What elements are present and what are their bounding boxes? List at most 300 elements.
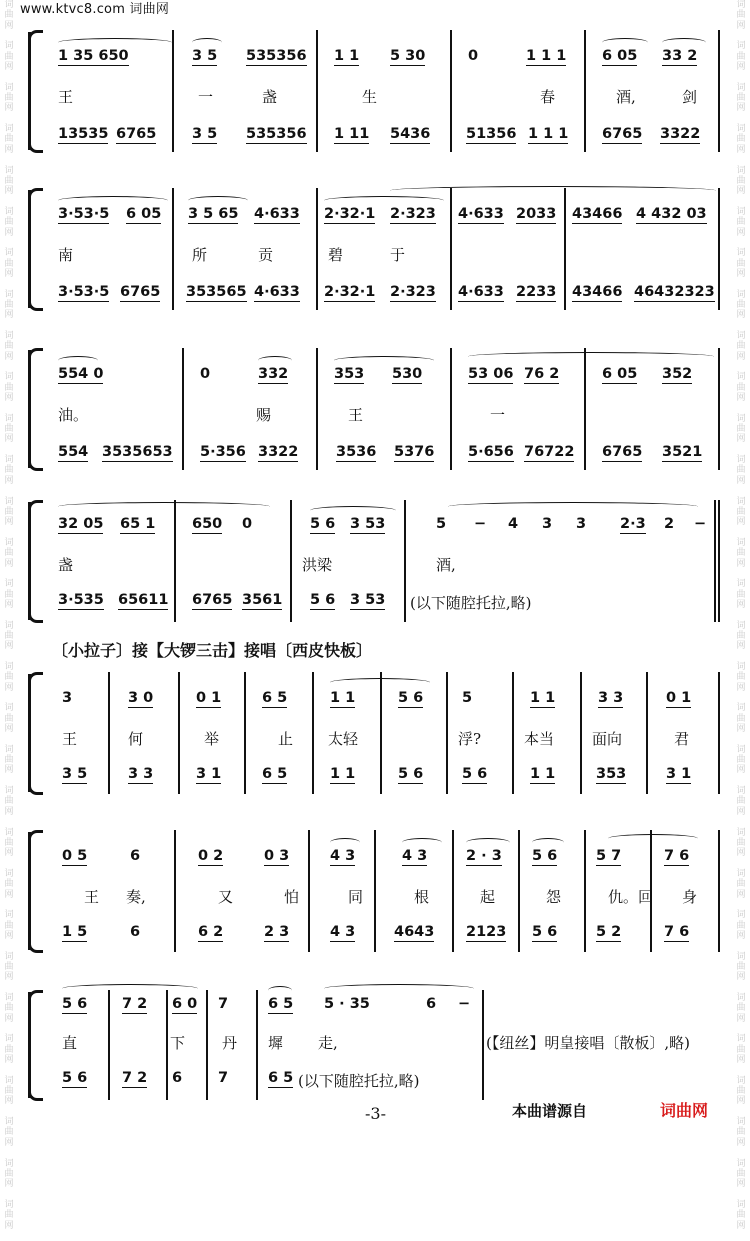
voice-note: 6 [426, 996, 437, 1012]
watermark-char: 词 [736, 82, 746, 93]
watermark-left [0, 0, 18, 1231]
voice-note: 6 05 [126, 206, 162, 222]
watermark-char: 词 [4, 1075, 14, 1086]
watermark-char: 词 [736, 455, 746, 466]
lyric-char: 走, [318, 1034, 338, 1052]
voice-note: 0 1 [196, 690, 222, 706]
watermark-char: 曲 [4, 424, 14, 435]
watermark-char: 曲 [4, 589, 14, 600]
accomp-note: 2 3 [264, 924, 290, 940]
voice-note: 5 6 [398, 690, 424, 706]
watermark-char: 网 [736, 641, 746, 652]
page-number: -3- [365, 1104, 386, 1123]
lyric-char: 何 [128, 730, 144, 748]
watermark-char: 曲 [736, 134, 746, 145]
watermark-char: 曲 [4, 93, 14, 104]
accomp-note: 535356 [246, 126, 307, 142]
watermark-char: 网 [4, 1096, 14, 1107]
voice-note: 0 [200, 366, 211, 382]
accomp-note: 1 5 [62, 924, 88, 940]
watermark-char: 网 [4, 310, 14, 321]
voice-line [28, 848, 720, 872]
watermark-char: 词 [4, 455, 14, 466]
voice-note: 7 6 [664, 848, 690, 864]
watermark-char: 网 [4, 558, 14, 569]
accomp-note: 3 1 [196, 766, 222, 782]
voice-note: − [694, 516, 707, 532]
voice-note: 53 06 [468, 366, 514, 382]
voice-note: 7 2 [122, 996, 148, 1012]
voice-note: 65 1 [120, 516, 156, 532]
watermark-char: 词 [736, 1075, 746, 1086]
voice-note: 4 3 [402, 848, 428, 864]
score-system-7 [28, 990, 720, 1100]
accomp-note: 6765 [192, 592, 233, 608]
section-heading: 〔小拉子〕接【大锣三击】接唱〔西皮快板〕 [52, 641, 373, 660]
watermark-char: 词 [4, 786, 14, 797]
accomp-note: 2·323 [390, 284, 436, 300]
voice-note: 530 [392, 366, 423, 382]
site-name: 词曲网 [129, 2, 170, 17]
lyric-char: 怕 [284, 888, 300, 906]
watermark-char: 网 [4, 393, 14, 404]
lyric-char: 墀 [268, 1034, 284, 1052]
accomp-line [28, 1070, 720, 1094]
accomp-note: 1 1 1 [528, 126, 569, 142]
accomp-note: 5 6 [62, 1070, 88, 1086]
voice-note: 4 432 03 [636, 206, 707, 222]
watermark-char: 词 [736, 289, 746, 300]
watermark-char: 词 [736, 827, 746, 838]
accomp-note: 1 1 [330, 766, 356, 782]
watermark-char: 词 [736, 496, 746, 507]
watermark-char: 曲 [736, 1003, 746, 1014]
voice-note: 332 [258, 366, 289, 382]
watermark-char: 网 [736, 517, 746, 528]
watermark-char: 曲 [4, 341, 14, 352]
voice-note: 4·633 [254, 206, 300, 222]
watermark-char: 词 [736, 1199, 746, 1210]
voice-note: 1 1 [330, 690, 356, 706]
voice-note: 32 05 [58, 516, 104, 532]
watermark-char: 网 [736, 268, 746, 279]
voice-note: 535356 [246, 48, 307, 64]
voice-note: 1 35 650 [58, 48, 129, 64]
watermark-char: 词 [736, 124, 746, 135]
watermark-char: 网 [736, 806, 746, 817]
watermark-char: 曲 [4, 1044, 14, 1055]
voice-note: 0 2 [198, 848, 224, 864]
accomp-note: 3 5 [62, 766, 88, 782]
watermark-char: 曲 [4, 175, 14, 186]
voice-note: − [474, 516, 487, 532]
accomp-note: 7 6 [664, 924, 690, 940]
accomp-note: 3561 [242, 592, 283, 608]
brand-logo-link[interactable]: 词曲网 [660, 1101, 709, 1120]
lyric-char: 盏 [58, 556, 74, 574]
accomp-note: 3 1 [666, 766, 692, 782]
watermark-char: 曲 [4, 837, 14, 848]
watermark-char: 词 [736, 993, 746, 1003]
watermark-char: 词 [4, 82, 14, 93]
watermark-char: 网 [736, 103, 746, 114]
watermark-char: 网 [736, 930, 746, 941]
watermark-char: 词 [4, 868, 14, 879]
watermark-char: 网 [4, 848, 14, 859]
accomp-note: 13535 [58, 126, 109, 142]
lyric-char: 举 [204, 730, 220, 748]
lyric-char: 止 [278, 730, 294, 748]
voice-note: 650 [192, 516, 223, 532]
watermark-char: 词 [4, 41, 14, 52]
watermark-char: 词 [736, 165, 746, 176]
score-system-3 [28, 348, 720, 470]
watermark-char: 网 [4, 972, 14, 983]
accomp-note: 4·633 [458, 284, 504, 300]
watermark-char: 词 [4, 331, 14, 341]
accomp-note: 6 [130, 924, 141, 940]
watermark-char: 词 [736, 868, 746, 879]
watermark-char: 网 [4, 351, 14, 362]
watermark-char: 网 [736, 1179, 746, 1190]
lyric-char: 剑 [682, 88, 698, 106]
lyric-char: 身 [682, 888, 698, 906]
lyric-char: 洪梁 [302, 556, 333, 574]
accomp-note: 4643 [394, 924, 435, 940]
watermark-char: 网 [736, 889, 746, 900]
voice-note: 3·53·5 [58, 206, 110, 222]
voice-note: 5 7 [596, 848, 622, 864]
accomp-note: 1 1 [530, 766, 556, 782]
accomp-note: 6765 [116, 126, 157, 142]
voice-note: 0 [468, 48, 479, 64]
watermark-char: 网 [4, 724, 14, 735]
voice-note: 2033 [516, 206, 557, 222]
voice-note: 6 5 [262, 690, 288, 706]
accomp-note: 7 2 [122, 1070, 148, 1086]
lyric-char: 所 [192, 246, 208, 264]
accomp-note: 7 [218, 1070, 229, 1086]
lyric-char: 怨 [546, 888, 562, 906]
lyric-line [28, 244, 720, 268]
lyric-char: 贡 [258, 246, 274, 264]
watermark-char: 词 [4, 124, 14, 135]
lyric-char: 丹 [222, 1034, 238, 1052]
watermark-char: 词 [4, 496, 14, 507]
watermark-char: 网 [736, 227, 746, 238]
lyric-char: 春 [540, 88, 556, 106]
watermark-char: 词 [736, 786, 746, 797]
watermark-char: 曲 [736, 755, 746, 766]
accomp-line [28, 924, 720, 948]
voice-note: 5 6 [310, 516, 336, 532]
voice-note: 1 1 [334, 48, 360, 64]
voice-note: 3 53 [350, 516, 386, 532]
watermark-char: 词 [4, 951, 14, 962]
lyric-char: 碧 [328, 246, 344, 264]
voice-note: 3 5 [192, 48, 218, 64]
lyric-line [28, 1032, 720, 1056]
accomp-note: 43466 [572, 284, 623, 300]
watermark-char: 网 [4, 517, 14, 528]
watermark-char: 曲 [4, 755, 14, 766]
accomp-note: 5 6 [310, 592, 336, 608]
watermark-char: 曲 [4, 1127, 14, 1138]
accomp-note: 46432323 [634, 284, 715, 300]
lyric-char: 直 [62, 1034, 78, 1052]
accomp-note: 3 5 [192, 126, 218, 142]
voice-note: 3 [542, 516, 553, 532]
accomp-note: 5 6 [462, 766, 488, 782]
lyric-char: 南 [58, 246, 74, 264]
voice-note: 3 5 65 [188, 206, 239, 222]
watermark-char: 曲 [4, 920, 14, 931]
accomp-note: 5436 [390, 126, 431, 142]
accomp-note: 6765 [120, 284, 161, 300]
accomp-line [28, 126, 720, 150]
watermark-char: 网 [4, 186, 14, 197]
watermark-char: 词 [736, 372, 746, 383]
watermark-char: 曲 [4, 299, 14, 310]
accomp-note: 5 2 [596, 924, 622, 940]
voice-note: 3 0 [128, 690, 154, 706]
voice-note: 6 5 [268, 996, 294, 1012]
lyric-char: 同 [348, 888, 364, 906]
watermark-char: 曲 [736, 1168, 746, 1179]
watermark-char: 词 [4, 703, 14, 714]
accomp-note: 3521 [662, 444, 703, 460]
watermark-char: 曲 [4, 630, 14, 641]
accomp-note: 4 3 [330, 924, 356, 940]
watermark-char: 词 [736, 703, 746, 714]
watermark-char: 词 [736, 744, 746, 755]
accomp-note: 2233 [516, 284, 557, 300]
watermark-char: 曲 [4, 1210, 14, 1221]
watermark-char: 网 [736, 1096, 746, 1107]
accomp-note: 5·656 [468, 444, 514, 460]
accomp-note: 3·53·5 [58, 284, 110, 300]
watermark-char: 网 [4, 62, 14, 73]
watermark-char: 曲 [4, 217, 14, 228]
voice-line [28, 48, 720, 72]
accomp-note: 51356 [466, 126, 517, 142]
voice-note: 353 [334, 366, 365, 382]
lyric-char: 起 [480, 888, 496, 906]
watermark-char: 网 [4, 434, 14, 445]
voice-note: 2·323 [390, 206, 436, 222]
watermark-char: 网 [4, 227, 14, 238]
watermark-char: 曲 [736, 630, 746, 641]
watermark-char: 曲 [736, 879, 746, 890]
voice-note: − [458, 996, 471, 1012]
source-label: 本曲谱源自 [512, 1102, 588, 1120]
lyric-char: 王 [62, 730, 78, 748]
lyric-line [28, 554, 720, 578]
watermark-char: 曲 [4, 51, 14, 62]
watermark-char: 词 [736, 620, 746, 631]
watermark-char: 网 [4, 641, 14, 652]
lyric-char: 一 [198, 88, 214, 106]
watermark-char: 词 [736, 41, 746, 52]
voice-note: 5 · 35 [324, 996, 370, 1012]
watermark-char: 词 [4, 248, 14, 259]
lyric-char: 奏, [126, 888, 146, 906]
voice-note: 33 2 [662, 48, 698, 64]
score-system-4 [28, 500, 720, 622]
lyric-char: 赐 [256, 406, 272, 424]
watermark-char: 网 [736, 599, 746, 610]
voice-note: 4 [508, 516, 519, 532]
watermark-char: 网 [4, 1137, 14, 1148]
watermark-char: 网 [736, 1055, 746, 1066]
watermark-char: 曲 [4, 796, 14, 807]
watermark-char: 词 [4, 620, 14, 631]
accomp-note: 3535653 [102, 444, 173, 460]
watermark-char: 曲 [736, 10, 746, 21]
lyric-line [28, 86, 720, 110]
watermark-char: 曲 [736, 341, 746, 352]
site-url-header[interactable] [20, 0, 169, 17]
accomp-note: 5376 [394, 444, 435, 460]
watermark-char: 曲 [4, 1086, 14, 1097]
accomp-line [28, 766, 720, 790]
voice-note: 352 [662, 366, 693, 382]
accomp-note: 1 11 [334, 126, 370, 142]
watermark-char: 网 [736, 765, 746, 776]
watermark-char: 词 [4, 372, 14, 383]
watermark-char: 词 [736, 331, 746, 341]
score-system-5 [28, 672, 720, 794]
watermark-char: 曲 [736, 961, 746, 972]
watermark-char: 曲 [736, 299, 746, 310]
lyric-char: 盏 [262, 88, 278, 106]
watermark-char: 词 [736, 0, 746, 10]
lyric-char: 生 [362, 88, 378, 106]
watermark-char: 网 [4, 599, 14, 610]
accomp-note: 76722 [524, 444, 575, 460]
watermark-char: 网 [736, 682, 746, 693]
watermark-char: 网 [4, 1013, 14, 1024]
watermark-char: 网 [736, 62, 746, 73]
voice-note: 0 [242, 516, 253, 532]
watermark-char: 曲 [4, 548, 14, 559]
watermark-char: 网 [736, 351, 746, 362]
lyric-char: 浮? [458, 730, 482, 748]
voice-note: 5 [462, 690, 473, 706]
voice-note: 6 05 [602, 366, 638, 382]
site-url[interactable]: www.ktvc8.com [20, 2, 126, 17]
watermark-char: 网 [736, 848, 746, 859]
watermark-char: 曲 [736, 93, 746, 104]
accomp-note: 6 [172, 1070, 183, 1086]
watermark-char: 曲 [736, 1044, 746, 1055]
watermark-char: 曲 [4, 382, 14, 393]
watermark-char: 网 [4, 889, 14, 900]
voice-line [28, 516, 720, 540]
watermark-char: 词 [736, 579, 746, 590]
lyric-char: 下 [170, 1034, 186, 1052]
voice-note: 2 · 3 [466, 848, 502, 864]
voice-note: 43466 [572, 206, 623, 222]
accomp-note: 6 5 [262, 766, 288, 782]
watermark-char: 词 [4, 289, 14, 300]
watermark-char: 曲 [736, 548, 746, 559]
watermark-char: 网 [4, 475, 14, 486]
voice-note: 3 3 [598, 690, 624, 706]
lyric-char: 酒, [616, 88, 636, 106]
lyric-char: 王 [84, 888, 100, 906]
lyric-char: 根 [414, 888, 430, 906]
accomp-line [28, 284, 720, 308]
watermark-char: 曲 [736, 175, 746, 186]
watermark-char: 词 [4, 910, 14, 921]
accomp-note: 353565 [186, 284, 247, 300]
voice-line [28, 996, 720, 1020]
accomp-note: 3 3 [128, 766, 154, 782]
watermark-char: 曲 [736, 796, 746, 807]
accomp-note: 65611 [118, 592, 169, 608]
lyric-char: 王 [58, 88, 74, 106]
watermark-char: 词 [4, 206, 14, 217]
accomp-omission-note: (以下随腔托拉,略) [298, 1072, 420, 1090]
lyric-char: 于 [390, 246, 406, 264]
watermark-char: 网 [4, 103, 14, 114]
lyric-char: 王 [348, 406, 364, 424]
watermark-char: 曲 [736, 258, 746, 269]
watermark-char: 词 [4, 1034, 14, 1045]
watermark-char: 网 [736, 1220, 746, 1231]
watermark-char: 曲 [736, 506, 746, 517]
watermark-char: 网 [736, 434, 746, 445]
voice-note: 2 [664, 516, 675, 532]
watermark-char: 曲 [736, 672, 746, 683]
voice-note: 7 [218, 996, 229, 1012]
watermark-char: 网 [736, 20, 746, 31]
watermark-char: 词 [736, 1158, 746, 1169]
accomp-omission-note: (以下随腔托拉,略) [410, 594, 532, 612]
watermark-char: 词 [4, 662, 14, 672]
voice-note: 5 [436, 516, 447, 532]
lyric-char: 本当 [524, 730, 555, 748]
watermark-char: 曲 [4, 713, 14, 724]
voice-note: 4·633 [458, 206, 504, 222]
watermark-char: 词 [4, 993, 14, 1003]
voice-note: 76 2 [524, 366, 560, 382]
accomp-note: 554 [58, 444, 89, 460]
watermark-char: 网 [736, 558, 746, 569]
watermark-char: 曲 [4, 672, 14, 683]
accomp-note: 6765 [602, 444, 643, 460]
accomp-note: 4·633 [254, 284, 300, 300]
watermark-char: 词 [4, 537, 14, 548]
watermark-char: 网 [4, 806, 14, 817]
score-system-2 [28, 188, 720, 310]
voice-note: 5 30 [390, 48, 426, 64]
watermark-char: 网 [4, 144, 14, 155]
watermark-char: 词 [4, 827, 14, 838]
watermark-char: 词 [736, 662, 746, 672]
side-instruction: (【纽丝】明皇接唱〔散板〕,略) [486, 1034, 690, 1052]
lyric-char: 一 [490, 406, 506, 424]
watermark-char: 词 [4, 0, 14, 10]
lyric-char: 面向 [592, 730, 623, 748]
lyric-char: 酒, [436, 556, 456, 574]
watermark-right [732, 0, 750, 1231]
watermark-char: 曲 [736, 217, 746, 228]
watermark-char: 词 [736, 1034, 746, 1045]
lyric-line [28, 886, 720, 910]
watermark-char: 网 [736, 1013, 746, 1024]
